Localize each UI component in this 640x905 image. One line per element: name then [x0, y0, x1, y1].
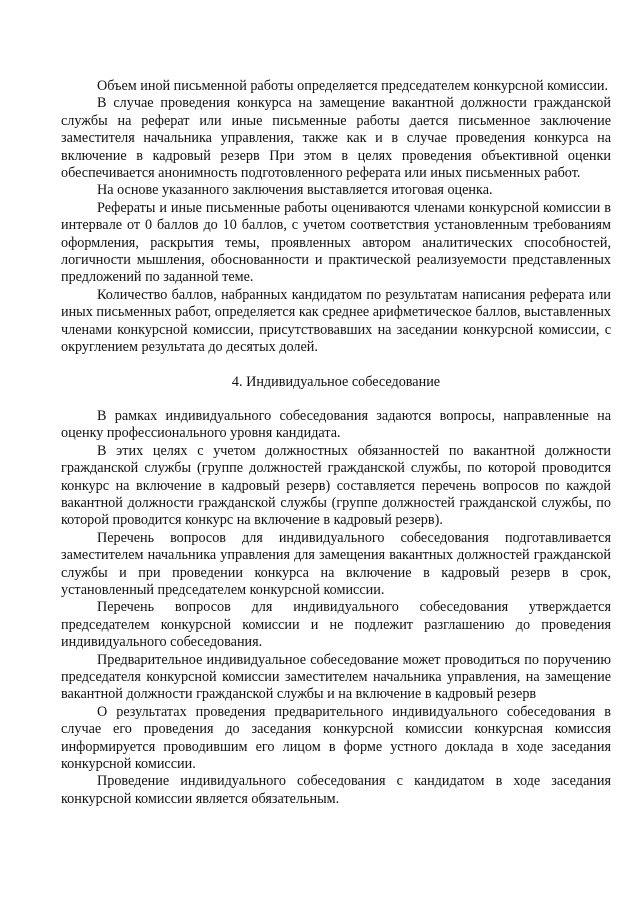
- paragraph: Объем иной письменной работы определяется председателем конкурсной комиссии.: [97, 78, 609, 94]
- paragraph: В рамках индивидуального собеседования задаются вопросы, направленные на оценку профессионального уровня кандидата.: [61, 407, 611, 442]
- paragraph: Предварительное индивидуальное собеседование может проводиться по поручению председателя конкурсной комиссии заместителем начальника управления, на замещение вакантной должности гражданской службы и на включение в кадровый резерв: [61, 651, 611, 703]
- paragraph: О результатах проведения предварительного индивидуального собеседования в случае его проведения до заседания конкурсной комиссии конкурсная комиссия информируется проводившим его лицом в форме устного доклада в ходе заседания конкурсной комиссии.: [61, 703, 611, 773]
- document-page: [61, 78, 611, 808]
- section-heading: 4. Индивидуальное собеседование: [231, 373, 441, 390]
- paragraph: В этих целях с учетом должностных обязанностей по вакантной должности гражданской службы (группе должностей гражданской службы, по которой проводится конкурс на включение в кадровый резерв) составляется перечень вопросов по каждой вакантной должности гражданской службы (группе должностей гражданской службы, по которой проводится конкурс на включение в кадровый резерв).: [61, 442, 611, 529]
- paragraph: Количество баллов, набранных кандидатом по результатам написания реферата или иных письменных работ, определяется как среднее арифметическое баллов, выставленных членами конкурсной комиссии, присутствовавших на заседании конкурсной комиссии, с округлением результата до десятых долей.: [61, 286, 611, 356]
- paragraph: Рефераты и иные письменные работы оцениваются членами конкурсной комиссии в интервале от 0 баллов до 10 баллов, с учетом соответствия установленным требованиям оформления, раскрытия темы, проявленных автором аналитических способностей, логичности мышления, обоснованности и практической реализуемости представленных предложений по заданной теме.: [61, 199, 611, 286]
- paragraph: Перечень вопросов для индивидуального собеседования подготавливается заместителем начальника управления для замещения вакантных должностей гражданской службы и при проведении конкурса на включение в кадровый резерв в срок, установленный председателем конкурсной комиссии.: [61, 529, 611, 598]
- paragraph: Перечень вопросов для индивидуального собеседования утверждается председателем конкурсной комиссии и не подлежит разглашению до проведения индивидуального собеседования.: [61, 599, 611, 651]
- paragraph: Проведение индивидуального собеседования с кандидатом в ходе заседания конкурсной комиссии является обязательным.: [61, 773, 611, 807]
- paragraph: На основе указанного заключения выставляется итоговая оценка.: [97, 182, 493, 199]
- paragraph: В случае проведения конкурса на замещение вакантной должности гражданской службы на реферат или иные письменные работы дается письменное заключение заместителя начальника управления, также как и в случае проведения конкурса на включение в кадровый резерв При этом в целях проведения объективной оценки обеспечивается анонимность подготовленного реферата или иных письменных работ.: [61, 95, 611, 182]
